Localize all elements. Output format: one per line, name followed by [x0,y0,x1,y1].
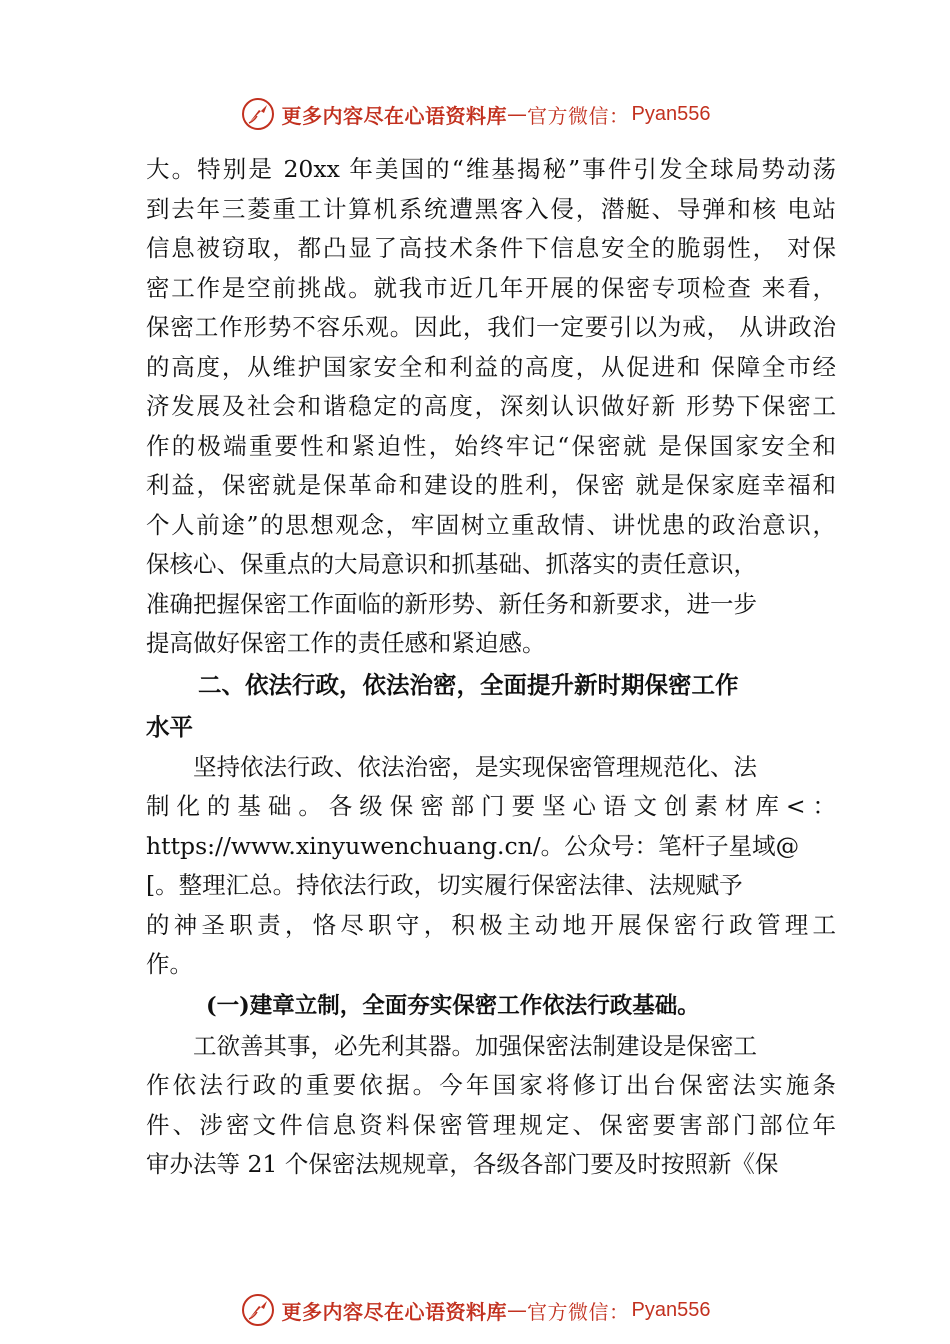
text-line: [。整理汇总。持依法行政，切实履行保密法律、法规赋予 [146,871,743,899]
text-line: 大。特别是 20xx 年美国的“维基揭秘”事件引发全球局势动荡 [146,155,836,183]
banner-wechat-label: 官方微信： [527,103,630,128]
quill-logo-icon [240,1292,276,1328]
quill-logo-icon [240,96,276,132]
text-line: https://www.xinyuwenchuang.cn/。公众号：笔杆子星域@ [146,831,800,860]
section-heading-2-cont: 水平 [146,712,193,741]
banner-title: 更多内容尽在心语资料库 [281,103,508,128]
banner-separator: — [507,1298,528,1322]
banner-wechat-label: 官方微信： [527,1299,630,1324]
text-line: 审办法等 21 个保密法规规章，各级各部门要及时按照新《保 [146,1150,779,1178]
banner-wechat-id: Pyan556 [631,1298,711,1321]
header-banner [0,94,950,134]
text-line: 信息被窃取，都凸显了高技术条件下信息安全的脆弱性， 对保 [146,234,836,262]
paragraph-3 [146,1027,836,1185]
text-line: 提高做好保密工作的责任感和紧迫感。 [146,629,546,657]
subsection-heading: (一)建章立制，全面夯实保密工作依法行政基础。 [206,992,700,1019]
text-line: 准确把握保密工作面临的新形势、新任务和新要求，进一步 [146,589,757,618]
text-line: 利益，保密就是保革命和建设的胜利，保密 就是保家庭幸福和 [146,471,836,499]
text-line: 工欲善其事，必先利其器。加强保密法制建设是保密工 [193,1031,757,1060]
text-line: 作。 [146,950,193,978]
text-line: 保核心、保重点的大局意识和抓基础、抓落实的责任意识， [146,550,757,578]
text-line: 坚持依法行政、依法治密，是实现保密管理规范化、法 [193,752,757,781]
text-line: 作依法行政的重要依据。今年国家将修订出台保密法实施条 [146,1071,836,1099]
text-line: 作的极端重要性和紧迫性，始终牢记“保密就 是保国家安全和 [146,431,836,460]
document-body [146,150,836,1185]
footer-banner [0,1290,950,1330]
text-line: 济发展及社会和谐稳定的高度，深刻认识做好新 形势下保密工 [146,392,836,420]
text-line: 件、涉密文件信息资料保密管理规定、保密要害部门部位年 [146,1110,836,1139]
text-line: 的神圣职责，恪尽职守，积极主动地开展保密行政管理工 [146,910,836,939]
paragraph-2 [146,748,836,985]
text-line: 的高度，从维护国家安全和利益的高度，从促进和 保障全市经 [146,352,836,381]
section-heading-2: 二、依法行政，依法治密，全面提升新时期保密工作 [198,670,739,699]
text-line: 到去年三菱重工计算机系统遭黑客入侵，潜艇、导弹和核 电站 [146,194,836,223]
banner-separator: — [507,102,528,126]
text-line: 密工作是空前挑战。就我市近几年开展的保密专项检查 来看， [146,273,836,302]
text-line: 保密工作形势不容乐观。因此，我们一定要引以为戒， 从讲政治 [146,313,836,341]
banner-wechat-id: Pyan556 [631,102,711,125]
banner-title: 更多内容尽在心语资料库 [281,1299,508,1324]
text-line: 制化的基础。各级保密部门要坚心语文创素材库<： [146,792,836,820]
paragraph-1 [146,150,836,664]
text-line: 个人前途”的思想观念，牢固树立重敌情、讲忧患的政治意识， [146,510,836,539]
